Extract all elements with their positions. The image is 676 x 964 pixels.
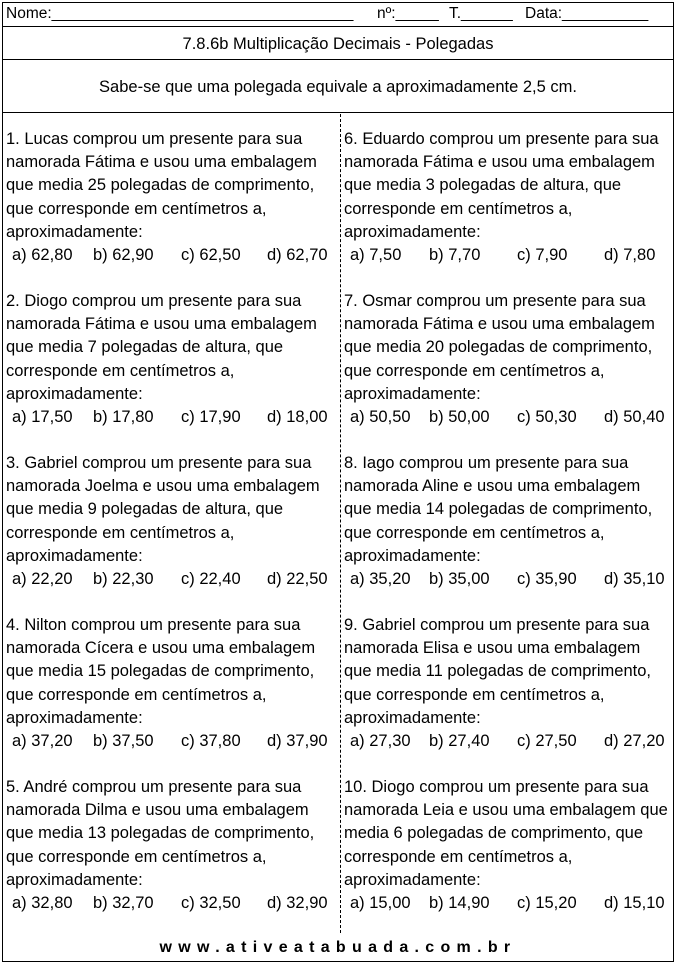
option-c[interactable]: c) 17,90 <box>181 408 241 426</box>
answer-options <box>341 244 674 266</box>
option-a[interactable]: a) 22,20 <box>12 570 73 588</box>
option-c[interactable]: c) 22,40 <box>181 570 241 588</box>
option-c[interactable]: c) 15,20 <box>517 894 577 912</box>
question-text: 5. André comprou um presente para sua namorada Dilma e usou uma embalagem que media 13 polegadas de comprimento, que corresponde em centímetros a, aproximadamente: <box>6 778 315 889</box>
option-d[interactable]: d) 27,20 <box>604 732 665 750</box>
date-field[interactable]: Data:__________ <box>525 5 649 22</box>
option-c[interactable]: c) 7,90 <box>517 246 568 264</box>
option-b[interactable]: b) 22,30 <box>93 570 154 588</box>
question-text: 6. Eduardo comprou um presente para sua namorada Fátima e usou uma embalagem que media 3 polegadas de altura, que corresponde em centímetros a, aproximadamente: <box>344 130 659 241</box>
question-text: 3. Gabriel comprou um presente para sua namorada Joelma e usou uma embalagem que media 9 polegadas de altura, que corresponde em centímetros a, aproximadamente: <box>6 454 320 565</box>
option-b[interactable]: b) 62,90 <box>93 246 154 264</box>
worksheet <box>2 2 674 962</box>
question-10 <box>341 762 674 924</box>
option-c[interactable]: c) 35,90 <box>517 570 577 588</box>
answer-options <box>3 730 336 752</box>
number-field[interactable]: nº:_____ <box>377 5 439 22</box>
question-text: 7. Osmar comprou um presente para sua namorada Fátima e usou uma embalagem que media 20 polegadas de comprimento, que corresponde em centímetros a, aproximadamente: <box>344 292 655 403</box>
question-4 <box>3 600 336 762</box>
question-7 <box>341 276 674 438</box>
option-d[interactable]: d) 35,10 <box>604 570 665 588</box>
option-a[interactable]: a) 62,80 <box>12 246 73 264</box>
question-text: 2. Diogo comprou um presente para sua namorada Fátima e usou uma embalagem que media 7 polegadas de altura, que corresponde em centímetros a, aproximadamente: <box>6 292 317 403</box>
question-1 <box>3 114 336 276</box>
option-b[interactable]: b) 17,80 <box>93 408 154 426</box>
option-d[interactable]: d) 22,50 <box>267 570 328 588</box>
answer-options <box>3 406 336 428</box>
question-8 <box>341 438 674 600</box>
option-d[interactable]: d) 15,10 <box>604 894 665 912</box>
answer-options <box>341 406 674 428</box>
worksheet-title: 7.8.6b Multiplicação Decimais - Polegadas <box>3 28 673 60</box>
option-d[interactable]: d) 18,00 <box>267 408 328 426</box>
option-d[interactable]: d) 7,80 <box>604 246 656 264</box>
question-3 <box>3 438 336 600</box>
website-footer: www.ativeatabuada.com.br <box>159 939 517 956</box>
option-d[interactable]: d) 32,90 <box>267 894 328 912</box>
option-a[interactable]: a) 37,20 <box>12 732 73 750</box>
option-c[interactable]: c) 32,50 <box>181 894 241 912</box>
answer-options <box>3 244 336 266</box>
option-b[interactable]: b) 27,40 <box>429 732 490 750</box>
option-a[interactable]: a) 27,30 <box>350 732 411 750</box>
option-c[interactable]: c) 62,50 <box>181 246 241 264</box>
info-statement: Sabe-se que uma polegada equivale a aproximadamente 2,5 cm. <box>3 61 673 113</box>
option-d[interactable]: d) 50,40 <box>604 408 665 426</box>
question-5 <box>3 762 336 924</box>
answer-options <box>341 892 674 914</box>
option-c[interactable]: c) 27,50 <box>517 732 577 750</box>
option-a[interactable]: a) 7,50 <box>350 246 402 264</box>
option-a[interactable]: a) 50,50 <box>350 408 411 426</box>
question-text: 8. Iago comprou um presente para sua namorada Aline e usou uma embalagem que media 14 polegadas de comprimento, que corresponde em centímetros a, aproximadamente: <box>344 454 653 565</box>
option-c[interactable]: c) 50,30 <box>517 408 577 426</box>
question-2 <box>3 276 336 438</box>
option-a[interactable]: a) 17,50 <box>12 408 73 426</box>
option-b[interactable]: b) 35,00 <box>429 570 490 588</box>
option-d[interactable]: d) 37,90 <box>267 732 328 750</box>
question-9 <box>341 600 674 762</box>
answer-options <box>341 730 674 752</box>
question-6 <box>341 114 674 276</box>
option-a[interactable]: a) 32,80 <box>12 894 73 912</box>
name-field[interactable]: Nome:___________________________________ <box>6 5 354 22</box>
class-field[interactable]: T.______ <box>449 5 513 22</box>
student-header <box>3 3 673 27</box>
answer-options <box>341 568 674 590</box>
question-text: 4. Nilton comprou um presente para sua namorada Cícera e usou uma embalagem que media 15 polegadas de comprimento, que corresponde em centímetros a, aproximadamente: <box>6 616 316 727</box>
question-text: 10. Diogo comprou um presente para sua namorada Leia e usou uma embalagem que media 6 polegadas de comprimento, que corresponde em centímetros a, aproximadamente: <box>344 778 668 889</box>
option-b[interactable]: b) 37,50 <box>93 732 154 750</box>
option-b[interactable]: b) 7,70 <box>429 246 481 264</box>
option-b[interactable]: b) 50,00 <box>429 408 490 426</box>
option-b[interactable]: b) 32,70 <box>93 894 154 912</box>
question-text: 9. Gabriel comprou um presente para sua namorada Elisa e usou uma embalagem que media 11 polegadas de comprimento, que corresponde em centímetros a, aproximadamente: <box>344 616 651 727</box>
option-a[interactable]: a) 15,00 <box>350 894 411 912</box>
question-text: 1. Lucas comprou um presente para sua namorada Fátima e usou uma embalagem que media 25 polegadas de comprimento, que corresponde em centímetros a, aproximadamente: <box>6 130 317 241</box>
answer-options <box>3 568 336 590</box>
option-d[interactable]: d) 62,70 <box>267 246 328 264</box>
option-c[interactable]: c) 37,80 <box>181 732 241 750</box>
answer-options <box>3 892 336 914</box>
option-b[interactable]: b) 14,90 <box>429 894 490 912</box>
option-a[interactable]: a) 35,20 <box>350 570 411 588</box>
